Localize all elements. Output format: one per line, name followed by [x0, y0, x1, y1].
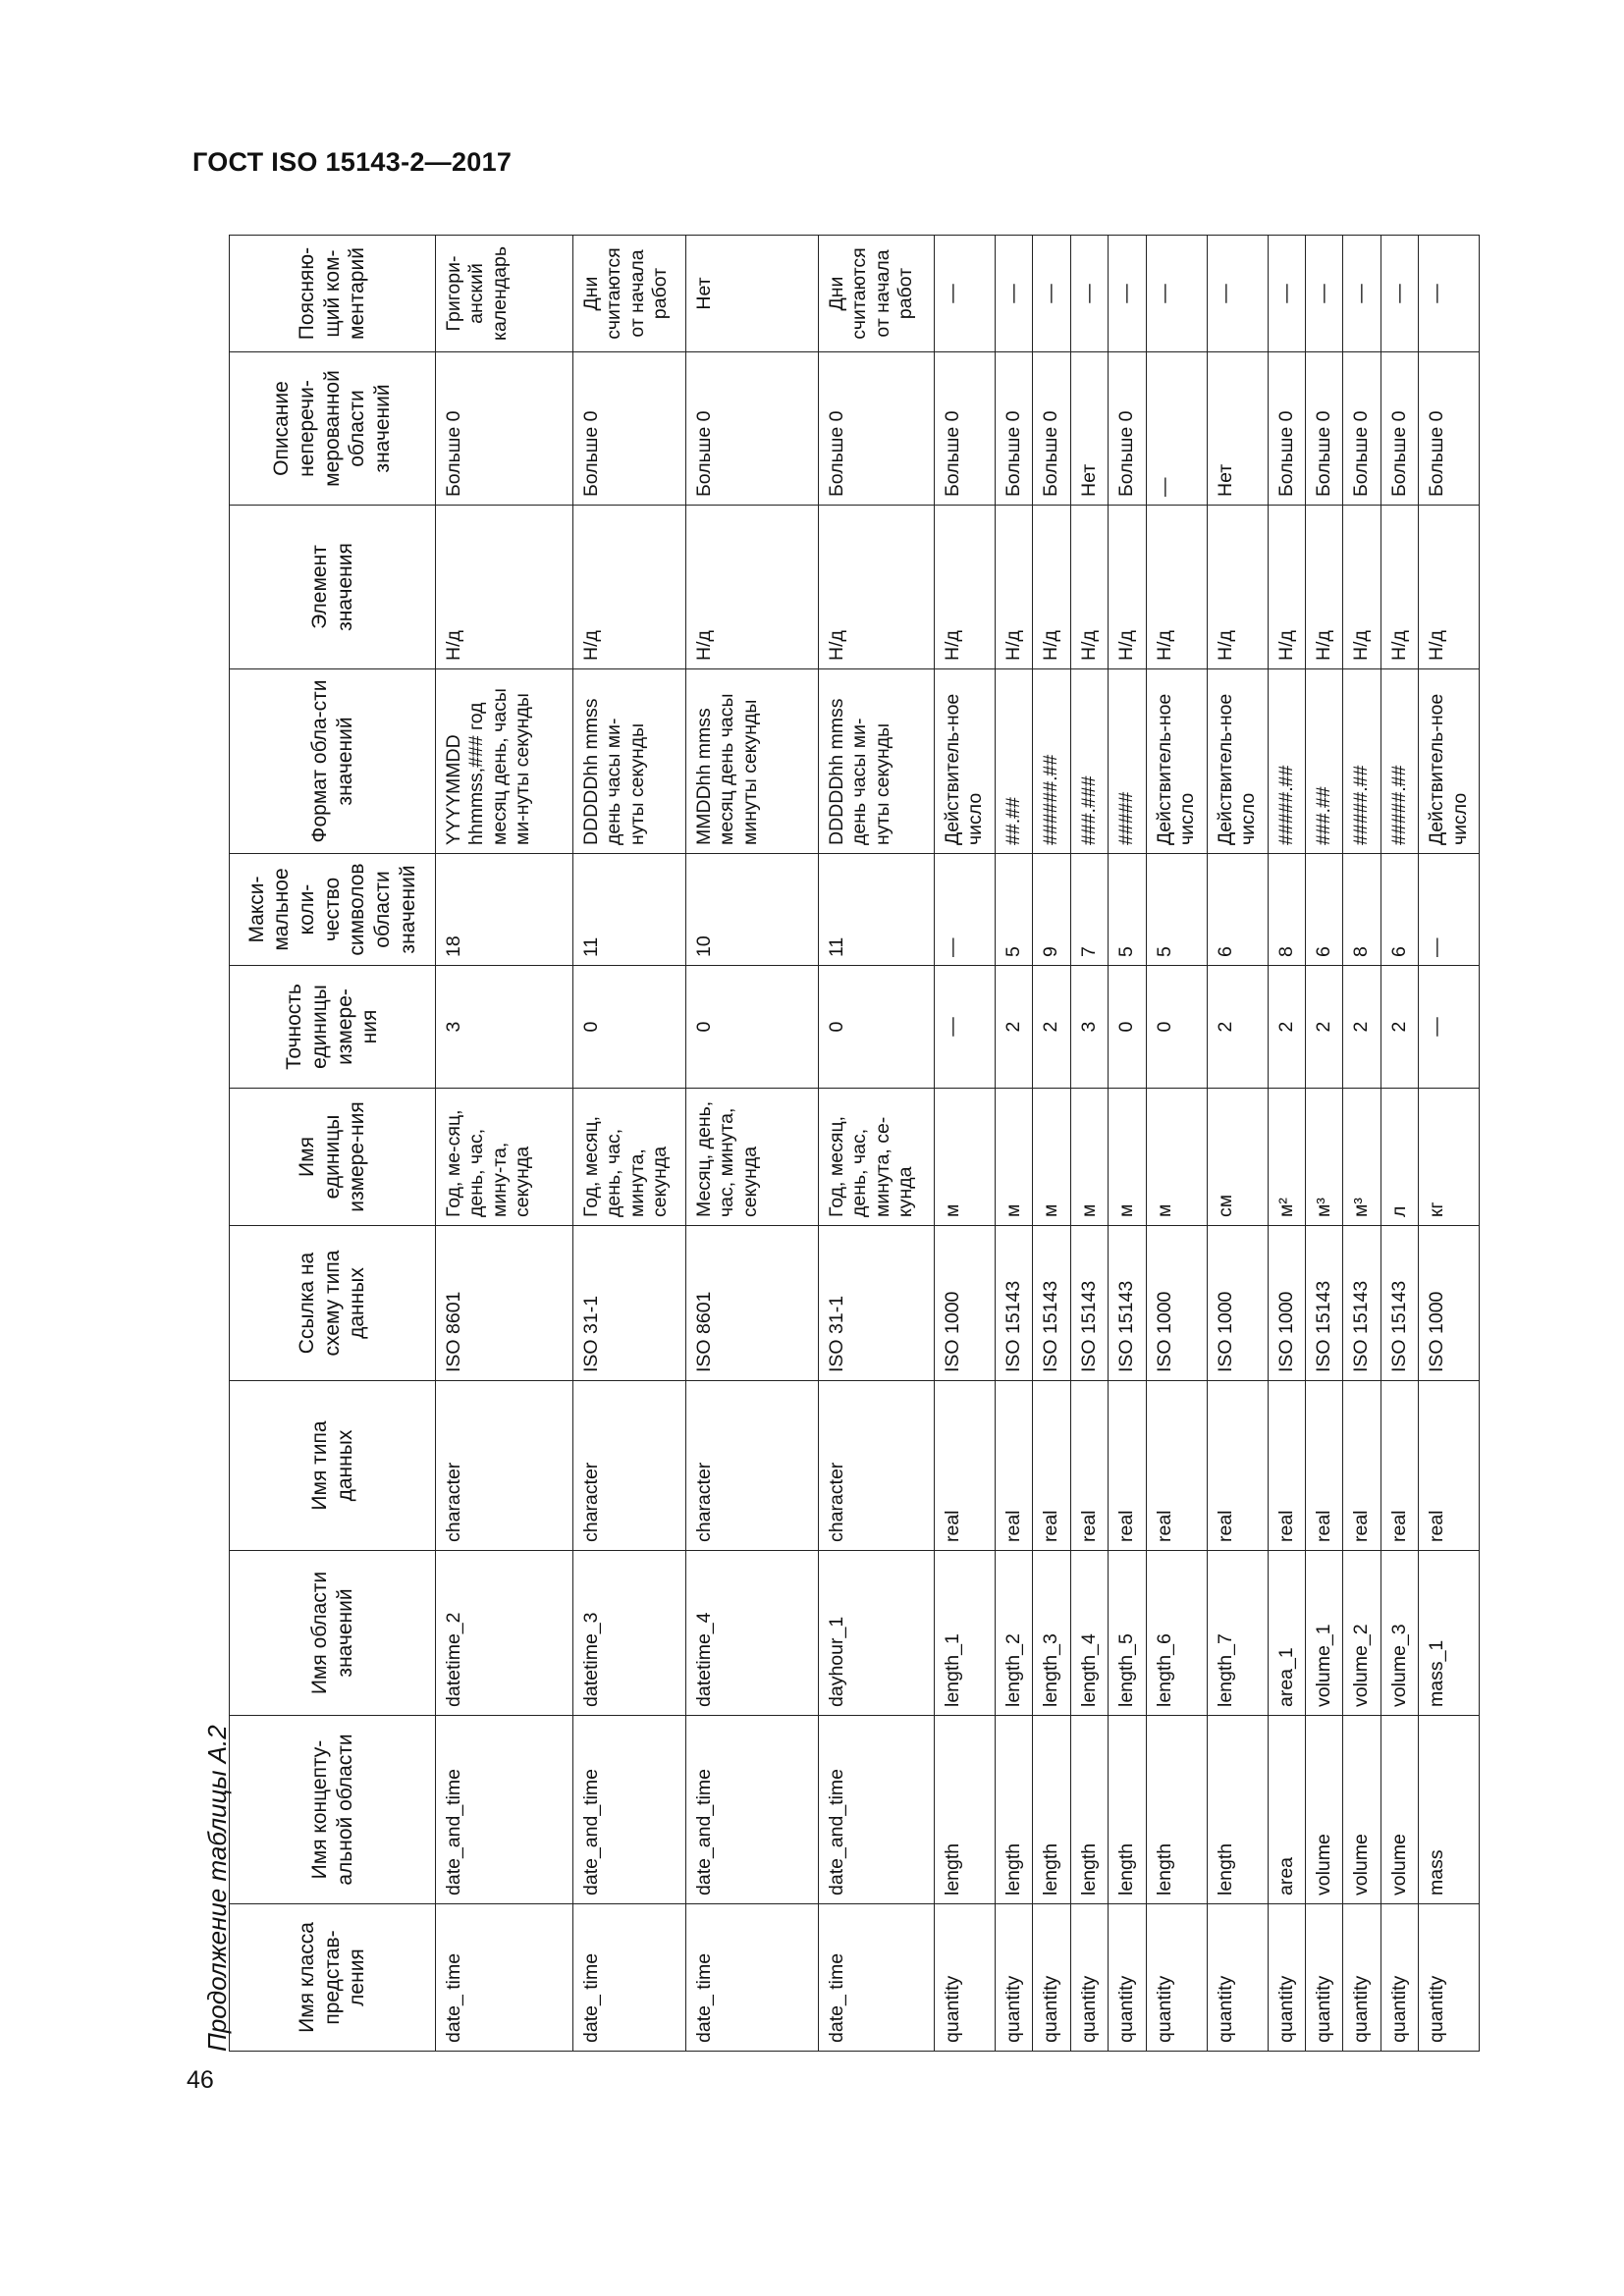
- table-cell: quantity: [1207, 1904, 1268, 2052]
- table-cell: л: [1380, 1089, 1418, 1226]
- table-cell: —: [1207, 236, 1268, 352]
- table-cell: volume_2: [1343, 1551, 1380, 1716]
- table-cell: Больше 0: [436, 352, 573, 506]
- table-cell: 0: [573, 966, 686, 1089]
- header-cell: Имя концепту-альной области: [230, 1716, 436, 1904]
- table-cell: —: [1419, 236, 1480, 352]
- table-cell: Н/д: [436, 506, 573, 669]
- table-cell: Н/д: [1268, 506, 1305, 669]
- header-cell: Имя класса представ-ления: [230, 1904, 436, 2052]
- table-cell: DDDDDhh mmss день часы ми-нуты секунды: [819, 669, 935, 854]
- table-cell: 3: [1070, 966, 1108, 1089]
- table-cell: 0: [1109, 966, 1146, 1089]
- table-cell: —: [1380, 236, 1418, 352]
- table-cell: length: [1070, 1716, 1108, 1904]
- table-cell: real: [1268, 1381, 1305, 1551]
- table-cell: quantity: [1305, 1904, 1342, 2052]
- document-header: ГОСТ ISO 15143-2—2017: [192, 147, 513, 177]
- table-cell: Действитель-ное число: [1207, 669, 1268, 854]
- table-cell: real: [935, 1381, 996, 1551]
- table-cell: datetime_2: [436, 1551, 573, 1716]
- table-cell: м: [935, 1089, 996, 1226]
- header-cell: Имя единицы измере-ния: [230, 1089, 436, 1226]
- table-cell: —: [1419, 854, 1480, 966]
- header-cell: Описание неперечи-мерованной области значений: [230, 352, 436, 506]
- table-cell: quantity: [1109, 1904, 1146, 2052]
- table-cell: mass: [1419, 1716, 1480, 1904]
- table-cell: 2: [1268, 966, 1305, 1089]
- table-cell: м: [996, 1089, 1033, 1226]
- table-cell: м: [1070, 1089, 1108, 1226]
- table-cell: #####: [1109, 669, 1146, 854]
- table-cell: volume: [1380, 1716, 1418, 1904]
- table-cell: 18: [436, 854, 573, 966]
- table-row: [1305, 236, 1342, 2052]
- table-cell: Действитель-ное число: [1419, 669, 1480, 854]
- table-cell: real: [1033, 1381, 1070, 1551]
- table-cell: —: [1268, 236, 1305, 352]
- table-row: [1380, 236, 1418, 2052]
- table-cell: length_4: [1070, 1551, 1108, 1716]
- table-cell: 2: [1033, 966, 1070, 1089]
- table-cell: кг: [1419, 1089, 1480, 1226]
- table-row: [1146, 236, 1207, 2052]
- table-cell: —: [1033, 236, 1070, 352]
- table-cell: —: [996, 236, 1033, 352]
- table-cell: Больше 0: [1109, 352, 1146, 506]
- table-cell: —: [935, 966, 996, 1089]
- table-cell: —: [935, 854, 996, 966]
- table-cell: Действитель-ное число: [935, 669, 996, 854]
- table-cell: Действитель-ное число: [1146, 669, 1207, 854]
- table-cell: length_6: [1146, 1551, 1207, 1716]
- table-cell: 10: [686, 854, 819, 966]
- table-cell: #####.##: [1268, 669, 1305, 854]
- table-container: [229, 236, 1471, 2052]
- table-cell: Нет: [1070, 352, 1108, 506]
- table-cell: Дни считаются от начала работ: [573, 236, 686, 352]
- table-cell: Больше 0: [1419, 352, 1480, 506]
- table-cell: Н/д: [573, 506, 686, 669]
- table-cell: date_and_time: [436, 1716, 573, 1904]
- table-cell: real: [1343, 1381, 1380, 1551]
- table-cell: ISO 15143: [996, 1226, 1033, 1381]
- table-cell: length: [935, 1716, 996, 1904]
- table-cell: 7: [1070, 854, 1108, 966]
- table-cell: ######.##: [1033, 669, 1070, 854]
- table-cell: ##.##: [996, 669, 1033, 854]
- table-cell: м³: [1305, 1089, 1342, 1226]
- table-cell: 3: [436, 966, 573, 1089]
- table-cell: 6: [1207, 854, 1268, 966]
- table-cell: —: [1419, 966, 1480, 1089]
- table-cell: Больше 0: [996, 352, 1033, 506]
- table-cell: length_3: [1033, 1551, 1070, 1716]
- table-cell: mass_1: [1419, 1551, 1480, 1716]
- table-cell: —: [1343, 236, 1380, 352]
- table-cell: volume: [1305, 1716, 1342, 1904]
- table-cell: length: [1146, 1716, 1207, 1904]
- table-cell: Больше 0: [1033, 352, 1070, 506]
- table-cell: date_ time: [819, 1904, 935, 2052]
- table-cell: —: [935, 236, 996, 352]
- table-cell: quantity: [1033, 1904, 1070, 2052]
- table-cell: volume_1: [1305, 1551, 1342, 1716]
- table-cell: Н/д: [1305, 506, 1342, 669]
- table-cell: Н/д: [686, 506, 819, 669]
- table-cell: area: [1268, 1716, 1305, 1904]
- table-cell: Дни считаются от начала работ: [819, 236, 935, 352]
- header-cell: Точность единицы измере-ния: [230, 966, 436, 1089]
- table-cell: 0: [819, 966, 935, 1089]
- table-cell: Н/д: [1419, 506, 1480, 669]
- table-cell: м: [1146, 1089, 1207, 1226]
- table-row: [819, 236, 935, 2052]
- table-row: [1033, 236, 1070, 2052]
- table-cell: date_and_time: [819, 1716, 935, 1904]
- header-cell: Поясняю-щий ком-ментарий: [230, 236, 436, 352]
- table-cell: ISO 15143: [1070, 1226, 1108, 1381]
- table-cell: 5: [1109, 854, 1146, 966]
- table-cell: Больше 0: [686, 352, 819, 506]
- table-row: [935, 236, 996, 2052]
- table-cell: Григори-анский календарь: [436, 236, 573, 352]
- table-cell: character: [573, 1381, 686, 1551]
- table-cell: ###.###: [1070, 669, 1108, 854]
- header-cell: Ссылка на схему типа данных: [230, 1226, 436, 1381]
- table-cell: Год, ме-сяц, день, час, мину-та, секунда: [436, 1089, 573, 1226]
- table-cell: length: [996, 1716, 1033, 1904]
- table-cell: real: [1109, 1381, 1146, 1551]
- table-cell: Н/д: [1343, 506, 1380, 669]
- table-cell: 11: [819, 854, 935, 966]
- table-cell: ISO 15143: [1033, 1226, 1070, 1381]
- table-cell: ISO 15143: [1109, 1226, 1146, 1381]
- table-cell: length_1: [935, 1551, 996, 1716]
- table-cell: real: [1146, 1381, 1207, 1551]
- table-cell: quantity: [1268, 1904, 1305, 2052]
- table-cell: Н/д: [1380, 506, 1418, 669]
- table-cell: ISO 15143: [1343, 1226, 1380, 1381]
- table-cell: Нет: [686, 236, 819, 352]
- table-cell: ISO 31-1: [573, 1226, 686, 1381]
- table-cell: Н/д: [819, 506, 935, 669]
- header-cell: Элемент значения: [230, 506, 436, 669]
- table-cell: 2: [1305, 966, 1342, 1089]
- table-cell: date_ time: [436, 1904, 573, 2052]
- table-cell: Н/д: [935, 506, 996, 669]
- table-row: [573, 236, 686, 2052]
- table-cell: —: [1146, 236, 1207, 352]
- table-cell: character: [686, 1381, 819, 1551]
- table-cell: ISO 1000: [1419, 1226, 1480, 1381]
- table-cell: Больше 0: [1268, 352, 1305, 506]
- data-table: [229, 235, 1480, 2052]
- table-cell: 6: [1305, 854, 1342, 966]
- table-cell: length: [1033, 1716, 1070, 1904]
- table-cell: ###.##: [1305, 669, 1342, 854]
- table-cell: ISO 15143: [1380, 1226, 1418, 1381]
- table-cell: date_and_time: [686, 1716, 819, 1904]
- table-cell: real: [1070, 1381, 1108, 1551]
- table-row: [1109, 236, 1146, 2052]
- table-cell: Месяц, день, час, минута, секунда: [686, 1089, 819, 1226]
- table-cell: Год, месяц, день, час, минута, се-кунда: [819, 1089, 935, 1226]
- table-cell: Н/д: [1033, 506, 1070, 669]
- table-cell: Больше 0: [1343, 352, 1380, 506]
- table-cell: quantity: [996, 1904, 1033, 2052]
- table-cell: м: [1033, 1089, 1070, 1226]
- table-cell: —: [1109, 236, 1146, 352]
- table-cell: length_2: [996, 1551, 1033, 1716]
- table-row: [686, 236, 819, 2052]
- table-cell: ISO 1000: [935, 1226, 996, 1381]
- table-cell: м: [1109, 1089, 1146, 1226]
- table-cell: —: [1070, 236, 1108, 352]
- table-cell: 2: [1207, 966, 1268, 1089]
- table-cell: area_1: [1268, 1551, 1305, 1716]
- table-row: [436, 236, 573, 2052]
- table-cell: real: [1207, 1381, 1268, 1551]
- table-cell: ISO 31-1: [819, 1226, 935, 1381]
- table-row: [1343, 236, 1380, 2052]
- table-cell: 2: [996, 966, 1033, 1089]
- table-cell: м²: [1268, 1089, 1305, 1226]
- table-cell: м³: [1343, 1089, 1380, 1226]
- table-caption: Продолжение таблицы А.2: [202, 1725, 232, 2052]
- table-row: [996, 236, 1033, 2052]
- table-cell: quantity: [1380, 1904, 1418, 2052]
- table-cell: ISO 8601: [436, 1226, 573, 1381]
- table-cell: real: [1305, 1381, 1342, 1551]
- table-cell: quantity: [1419, 1904, 1480, 2052]
- table-cell: Больше 0: [819, 352, 935, 506]
- table-row: [1419, 236, 1480, 2052]
- table-cell: Н/д: [996, 506, 1033, 669]
- table-cell: quantity: [1146, 1904, 1207, 2052]
- table-cell: Больше 0: [935, 352, 996, 506]
- table-cell: 6: [1380, 854, 1418, 966]
- table-cell: 2: [1343, 966, 1380, 1089]
- table-cell: 5: [996, 854, 1033, 966]
- header-cell: Формат обла-сти значений: [230, 669, 436, 854]
- table-cell: Больше 0: [1305, 352, 1342, 506]
- table-row: [1207, 236, 1268, 2052]
- table-cell: date_ time: [686, 1904, 819, 2052]
- table-cell: 8: [1343, 854, 1380, 966]
- table-cell: Больше 0: [573, 352, 686, 506]
- table-cell: ISO 15143: [1305, 1226, 1342, 1381]
- table-cell: dayhour_1: [819, 1551, 935, 1716]
- table-cell: ISO 1000: [1268, 1226, 1305, 1381]
- table-cell: Год, месяц, день, час, минута, секунда: [573, 1089, 686, 1226]
- table-row: [1268, 236, 1305, 2052]
- table-cell: Н/д: [1146, 506, 1207, 669]
- table-cell: —: [1146, 352, 1207, 506]
- table-cell: 5: [1146, 854, 1207, 966]
- table-cell: 9: [1033, 854, 1070, 966]
- table-cell: length: [1207, 1716, 1268, 1904]
- table-cell: Н/д: [1070, 506, 1108, 669]
- table-cell: ISO 1000: [1207, 1226, 1268, 1381]
- table-cell: datetime_3: [573, 1551, 686, 1716]
- table-cell: DDDDDhh mmss день часы ми-нуты секунды: [573, 669, 686, 854]
- table-cell: ISO 8601: [686, 1226, 819, 1381]
- table-cell: 2: [1380, 966, 1418, 1089]
- table-cell: quantity: [1343, 1904, 1380, 2052]
- table-cell: 8: [1268, 854, 1305, 966]
- table-cell: length: [1109, 1716, 1146, 1904]
- table-cell: date_and_time: [573, 1716, 686, 1904]
- table-row: [1070, 236, 1108, 2052]
- table-cell: datetime_4: [686, 1551, 819, 1716]
- table-cell: 0: [1146, 966, 1207, 1089]
- table-cell: date_ time: [573, 1904, 686, 2052]
- table-cell: 11: [573, 854, 686, 966]
- page-number: 46: [187, 2066, 214, 2094]
- table-cell: см: [1207, 1089, 1268, 1226]
- table-cell: YYYYMMDD hhmmss,### год месяц день, часы ми-нуты секунды: [436, 669, 573, 854]
- table-cell: Больше 0: [1380, 352, 1418, 506]
- table-cell: volume_3: [1380, 1551, 1418, 1716]
- header-cell: Имя типа данных: [230, 1381, 436, 1551]
- header-cell: Макси-мальное коли-чество символов области значений: [230, 854, 436, 966]
- table-cell: length_5: [1109, 1551, 1146, 1716]
- header-cell: Имя области значений: [230, 1551, 436, 1716]
- table-cell: —: [1305, 236, 1342, 352]
- table-cell: Н/д: [1207, 506, 1268, 669]
- table-cell: length_7: [1207, 1551, 1268, 1716]
- table-cell: volume: [1343, 1716, 1380, 1904]
- table-cell: #####.##: [1380, 669, 1418, 854]
- table-body: [436, 236, 1480, 2052]
- table-cell: 0: [686, 966, 819, 1089]
- table-header-row: [230, 236, 436, 2052]
- table-cell: character: [436, 1381, 573, 1551]
- table-cell: real: [1380, 1381, 1418, 1551]
- table-cell: MMDDhh mmss месяц день часы минуты секунды: [686, 669, 819, 854]
- table-cell: real: [996, 1381, 1033, 1551]
- table-cell: Нет: [1207, 352, 1268, 506]
- table-cell: character: [819, 1381, 935, 1551]
- table-cell: ISO 1000: [1146, 1226, 1207, 1381]
- table-cell: #####.##: [1343, 669, 1380, 854]
- table-cell: real: [1419, 1381, 1480, 1551]
- table-cell: Н/д: [1109, 506, 1146, 669]
- table-cell: quantity: [935, 1904, 996, 2052]
- table-cell: quantity: [1070, 1904, 1108, 2052]
